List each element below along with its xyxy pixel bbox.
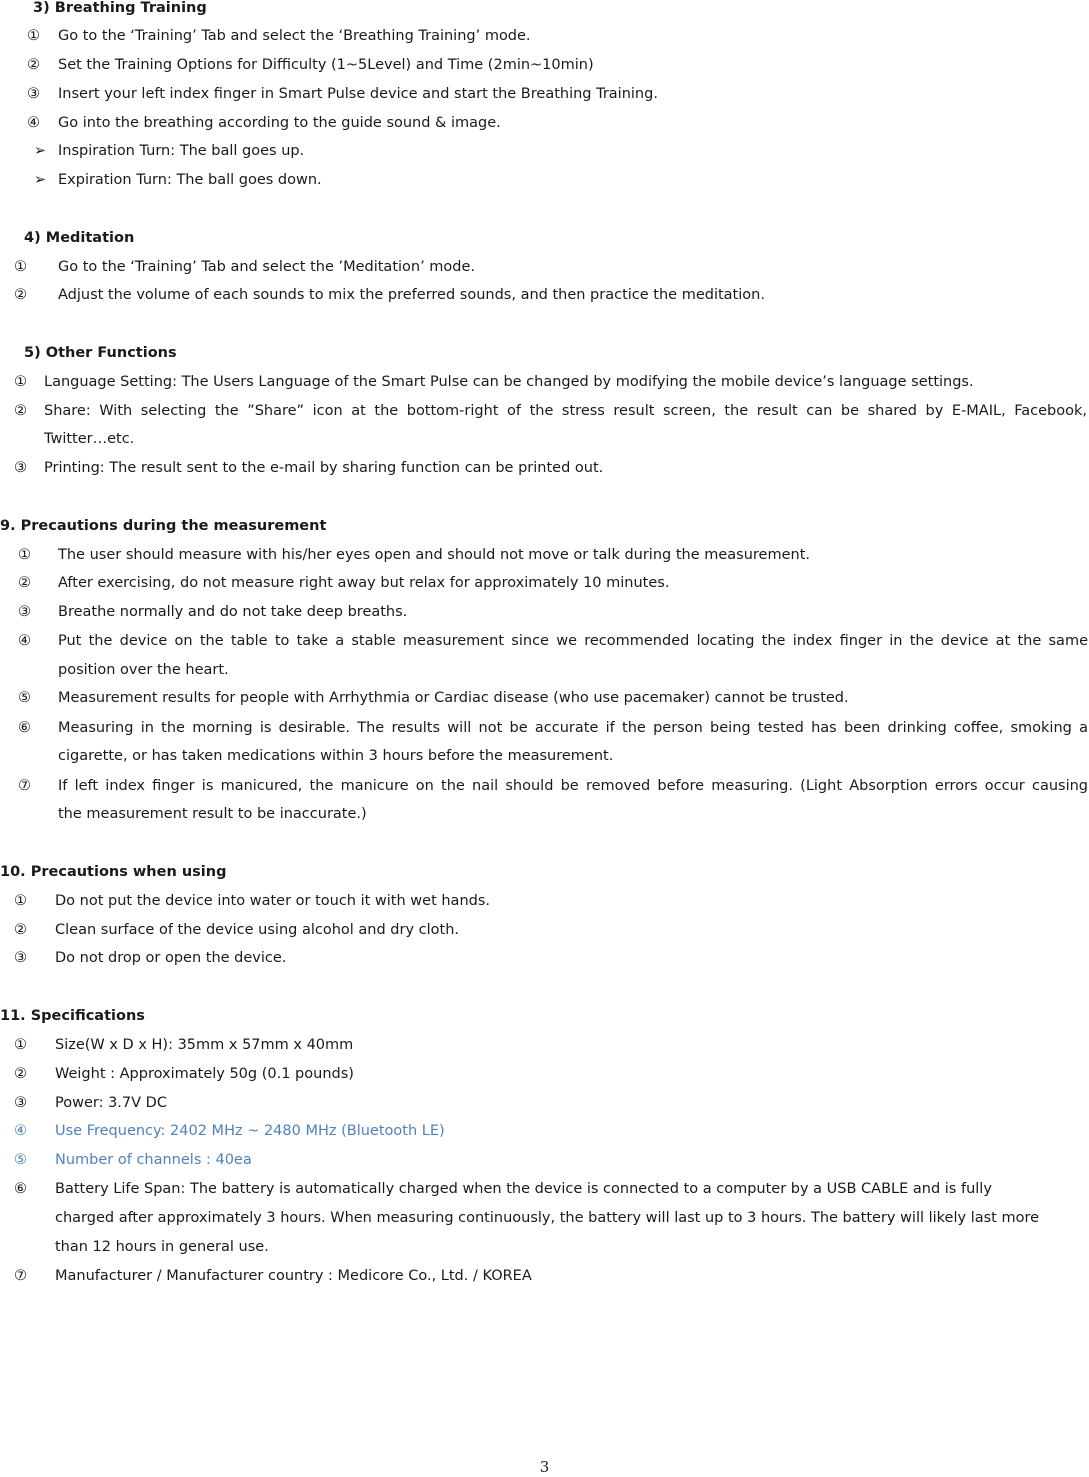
section-heading-precautions-using: 10. Precautions when using [0, 864, 227, 880]
section-heading-specifications: 11. Specifications [0, 1008, 145, 1024]
item-text: Put the device on the table to take a stable measurement since we recommended locating the index finger in the device at the same [58, 633, 1088, 649]
arrow-bullet-icon: ➢ [34, 172, 47, 188]
item-marker: ② [14, 1066, 27, 1082]
page-number: 3 [539, 1458, 550, 1476]
bullet-text: Inspiration Turn: The ball goes up. [58, 143, 305, 159]
item-marker: ① [14, 259, 27, 275]
item-text: Go into the breathing according to the guide sound & image. [58, 115, 501, 131]
item-marker: ③ [14, 950, 27, 966]
item-text: Weight : Approximately 50g (0.1 pounds) [55, 1066, 354, 1082]
item-text: Insert your left index finger in Smart Pulse device and start the Breathing Training. [58, 86, 658, 102]
item-marker: ③ [14, 460, 27, 476]
item-marker: ① [14, 893, 27, 909]
item-text: Go to the ‘Training’ Tab and select the ’Meditation’ mode. [58, 259, 476, 275]
item-marker: ③ [18, 604, 31, 620]
arrow-bullet-icon: ➢ [34, 143, 47, 159]
item-marker: ① [14, 1037, 27, 1053]
item-marker: ② [14, 403, 27, 419]
section-heading-precautions-measurement: 9. Precautions during the measurement [0, 518, 327, 534]
item-marker: ⑦ [14, 1268, 27, 1284]
item-text: If left index finger is manicured, the manicure on the nail should be removed before measuring. (Light Absorption errors occur causing [58, 778, 1088, 794]
item-marker: ④ [14, 1123, 27, 1139]
item-text: Share: With selecting the ”Share” icon at the bottom-right of the stress result screen, the result can be shared by E-MAIL, Facebook, [44, 403, 1087, 419]
item-marker: ③ [14, 1095, 27, 1111]
item-text: Adjust the volume of each sounds to mix the preferred sounds, and then practice the meditation. [58, 287, 765, 303]
item-text: Do not put the device into water or touch it with wet hands. [55, 893, 490, 909]
item-text: Size(W x D x H): 35mm x 57mm x 40mm [55, 1037, 354, 1053]
item-marker: ③ [27, 86, 40, 102]
item-text: Printing: The result sent to the e-mail by sharing function can be printed out. [44, 460, 604, 476]
item-text: Use Frequency: 2402 MHz ~ 2480 MHz (Bluetooth LE) [55, 1123, 445, 1139]
section-heading-breathing: 3) Breathing Training [33, 0, 207, 16]
item-text-continued: than 12 hours in general use. [55, 1239, 269, 1255]
item-text: Language Setting: The Users Language of the Smart Pulse can be changed by modifying the mobile device’s language settings. [44, 374, 974, 390]
item-text-continued: cigarette, or has taken medications within 3 hours before the measurement. [58, 748, 614, 764]
item-marker: ② [18, 575, 31, 591]
item-text: Power: 3.7V DC [55, 1095, 167, 1111]
item-marker: ⑤ [14, 1152, 27, 1168]
item-text: Go to the ‘Training’ Tab and select the ‘Breathing Training’ mode. [58, 28, 531, 44]
item-text: Breathe normally and do not take deep breaths. [58, 604, 408, 620]
item-text-continued: the measurement result to be inaccurate.) [58, 806, 367, 822]
item-text: Do not drop or open the device. [55, 950, 287, 966]
bullet-text: Expiration Turn: The ball goes down. [58, 172, 322, 188]
section-heading-other-functions: 5) Other Functions [24, 345, 177, 361]
item-text: Measuring in the morning is desirable. The results will not be accurate if the person being tested has been drinking coffee, smoking a [58, 720, 1088, 736]
item-text: The user should measure with his/her eyes open and should not move or talk during the measurement. [58, 547, 811, 563]
item-text: Battery Life Span: The battery is automatically charged when the device is connected to a computer by a USB CABLE and is fully [55, 1181, 992, 1197]
item-marker: ② [14, 922, 27, 938]
item-marker: ④ [27, 115, 40, 131]
item-marker: ① [14, 374, 27, 390]
item-text: Number of channels : 40ea [55, 1152, 252, 1168]
item-marker: ⑥ [18, 720, 31, 736]
item-marker: ① [18, 547, 31, 563]
item-text: Set the Training Options for Difficulty (1~5Level) and Time (2min~10min) [58, 57, 594, 73]
item-text: Clean surface of the device using alcohol and dry cloth. [55, 922, 460, 938]
section-heading-meditation: 4) Meditation [24, 230, 135, 246]
item-marker: ④ [18, 633, 31, 649]
item-text-continued: charged after approximately 3 hours. When measuring continuously, the battery will last up to 3 hours. The battery will likely last more [55, 1210, 1040, 1226]
item-text-continued: Twitter…etc. [44, 431, 135, 447]
item-marker: ② [14, 287, 27, 303]
item-text: After exercising, do not measure right away but relax for approximately 10 minutes. [58, 575, 670, 591]
item-text: Manufacturer / Manufacturer country : Medicore Co., Ltd. / KOREA [55, 1268, 532, 1284]
item-marker: ⑦ [18, 778, 31, 794]
item-marker: ⑤ [18, 690, 31, 706]
item-text: Measurement results for people with Arrhythmia or Cardiac disease (who use pacemaker) cannot be trusted. [58, 690, 849, 706]
item-marker: ① [27, 28, 40, 44]
item-marker: ② [27, 57, 40, 73]
item-text-continued: position over the heart. [58, 662, 229, 678]
item-marker: ⑥ [14, 1181, 27, 1197]
